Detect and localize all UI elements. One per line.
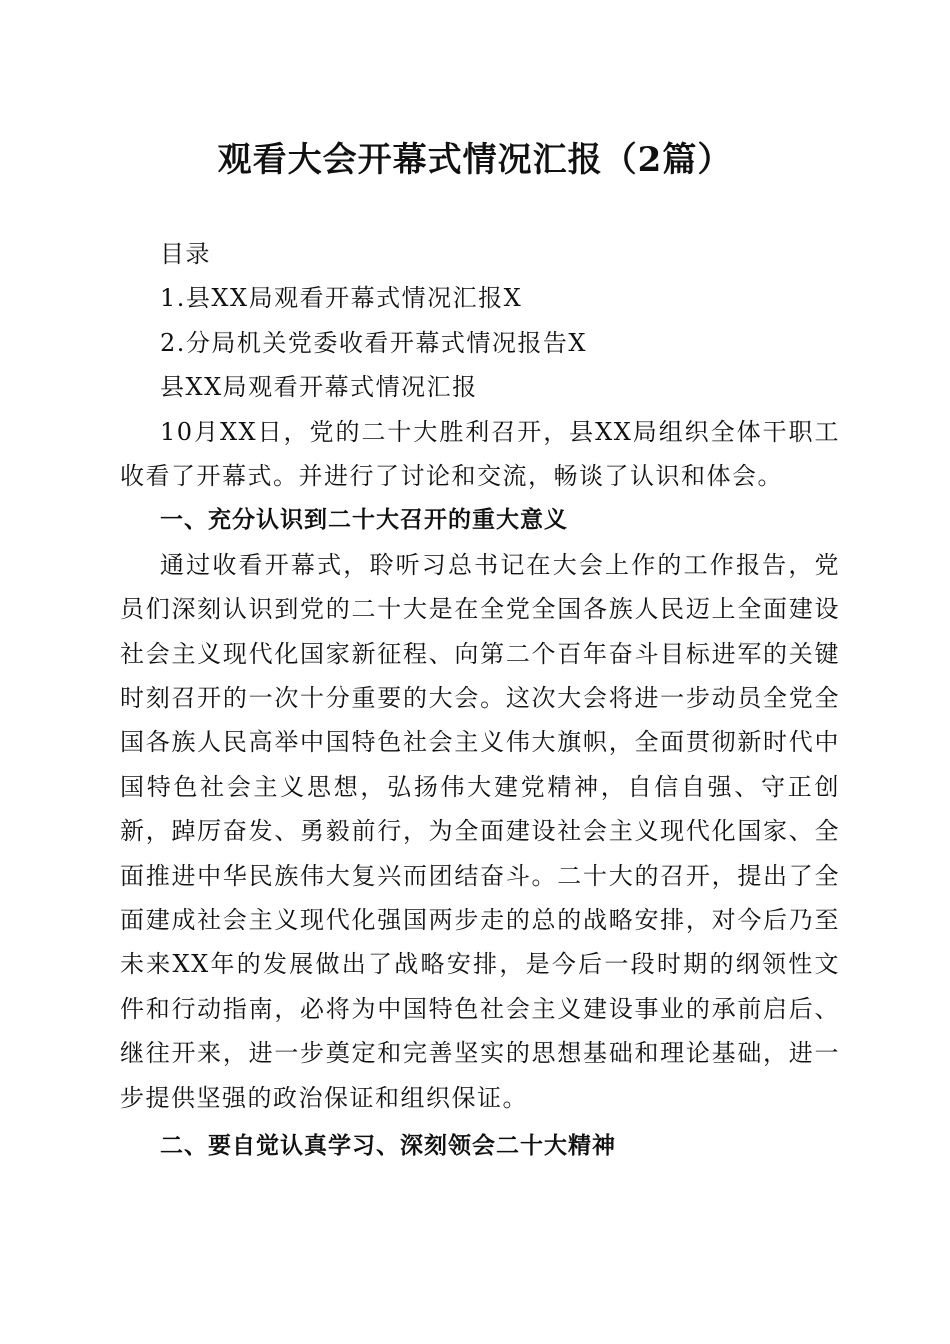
- toc-item-2[interactable]: 2.分局机关党委收看开幕式情况报告X: [160, 328, 587, 357]
- article-subtitle: 县XX局观看开幕式情况汇报: [160, 373, 478, 402]
- toc-label: 目录: [160, 240, 211, 268]
- intro-paragraph: 10月XX日，党的二十大胜利召开，县XX局组织全体干职工收看了开幕式。并进行了讨论和交流，畅谈了认识和体会。: [120, 417, 840, 490]
- document-body: [120, 232, 840, 1168]
- toc-item-1[interactable]: 1.县XX局观看开幕式情况汇报X: [160, 284, 523, 313]
- section-1-paragraph: 通过收看开幕式，聆听习总书记在大会上作的工作报告，党员们深刻认识到党的二十大是在全党全国各族人民迈上全面建设社会主义现代化国家新征程、向第二个百年奋斗目标进军的关键时刻召开的一次十分重要的大会。这次大会将进一步动员全党全国各族人民高举中国特色社会主义伟大旗帜，全面贯彻新时代中国特色社会主义思想，弘扬伟大建党精神，自信自强、守正创新，踔厉奋发、勇毅前行，为全面建设社会主义现代化国家、全面推进中华民族伟大复兴而团结奋斗。二十大的召开，提出了全面建成社会主义现代化强国两步走的总的战略安排，对今后乃至未来XX年的发展做出了战略安排，是今后一段时期的纲领性文件和行动指南，必将为中国特色社会主义建设事业的承前启后、继往开来，进一步奠定和完善坚实的思想基础和理论基础，进一步提供坚强的政治保证和组织保证。: [120, 550, 840, 1112]
- section-2-heading: 二、要自觉认真学习、深刻领会二十大精神: [160, 1133, 616, 1160]
- document-title: 观看大会开幕式情况汇报（2篇）: [217, 140, 733, 180]
- section-1-heading: 一、充分认识到二十大召开的重大意义: [160, 507, 568, 534]
